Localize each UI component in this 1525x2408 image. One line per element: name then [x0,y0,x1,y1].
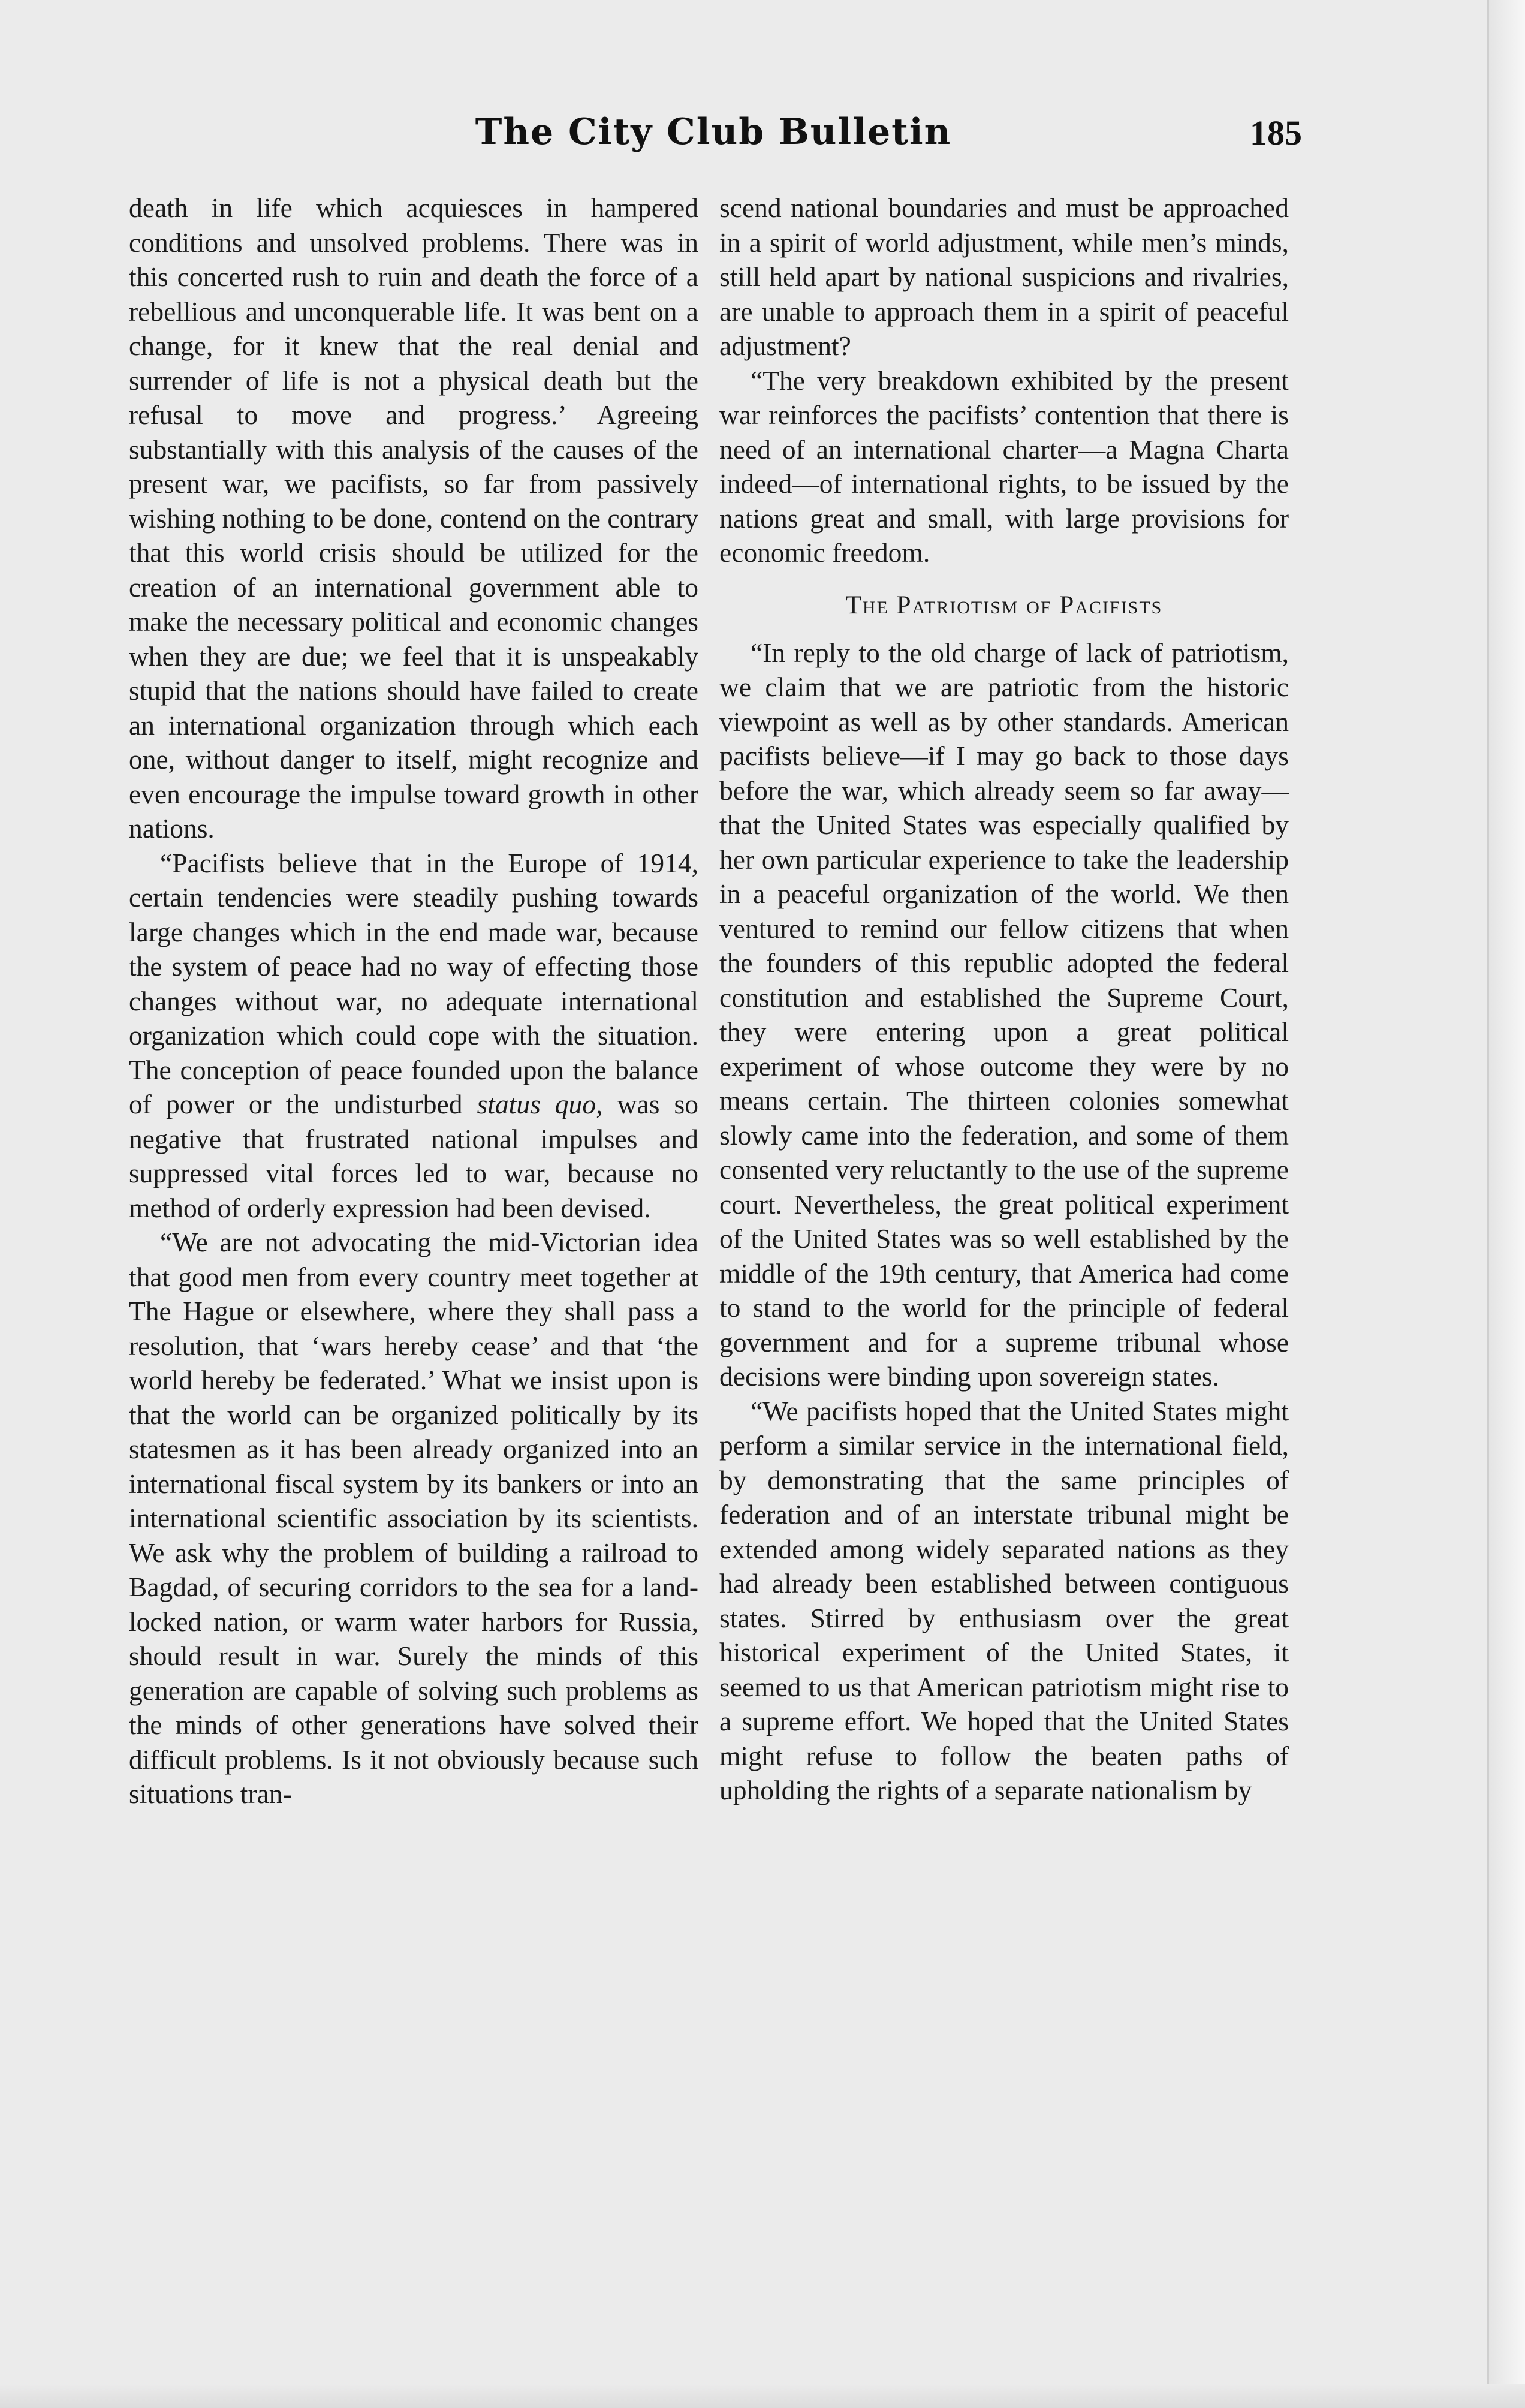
page-number: 185 [1250,113,1302,152]
paragraph: “We pacifists hoped that the United States might perform a similar service in the international field, by demonstrating that the same principles of federation and of an interstate tribunal might be extended among widely separated nations as they had already been established between contiguous states. Stirred by enthusiasm over the great historical experiment of the United States, it seemed to us that American patriotism might rise to a supreme effort. We hoped that the United States might refuse to follow the beaten paths of upholding the rights of a separate nationalism by [719,1395,1289,1805]
italic-term: status quo [477,1089,596,1119]
left-column [129,191,698,1811]
paragraph: “We are not advocating the mid-Victorian idea that good men from every country meet together at The Hague or elsewhere, where they shall pass a resolution, that ‘wars hereby cease’ and that ‘the world hereby be federated.’ What we insist upon is that the world can be organized politically by its statesmen as it has been already organized into an international fiscal system by its bankers or into an international scientific association by its scientists. We ask why the problem of building a railroad to Bagdad, of securing corridors to the sea for a land-locked nation, or warm water harbors for Russia, should result in war. Surely the minds of this generation are capable of solving such problems as the minds of other generations have solved their difficult problems. Is it not obviously because such situations tran- [129,1227,698,1809]
paragraph: “In reply to the old charge of lack of patriotism, we claim that we are patriotic from the historic viewpoint as well as by other standards. American pacifists believe—if I may go back to those days before the war, which already seem so far away—that the United States was especially qualified by her own particular experience to take the leadership in a peaceful organization of the world. We then ventured to remind our fellow citizens that when the founders of this republic adopted the federal constitution and established the Supreme Court, they were entering upon a great political experiment of whose outcome they were by no means certain. The thirteen colonies somewhat slowly came into the federation, and some of them consented very reluctantly to the use of the supreme court. Nevertheless, the great political experiment of the United States was so well established by the middle of the 19th century, that America had come to stand to the world for the principle of federal government and for a supreme tribunal whose decisions were binding upon sovereign states. [719,637,1289,1392]
page-edge-shadow [1487,0,1525,2408]
paragraph: “The very breakdown exhibited by the present war reinforces the pacifists’ contention that there is need of an international charter—a Magna Charta indeed—of international rights, to be issued by the nations great and small, with large provisions for economic freedom. [719,365,1289,568]
paragraph: scend national boundaries and must be approached in a spirit of world adjustment, while men’s minds, still held apart by national suspicions and rivalries, are unable to approach them in a spirit of peaceful adjustment? [719,192,1289,361]
right-column [719,191,1289,1808]
paragraph [129,846,698,1226]
paragraph: death in life which acquiesces in hampered conditions and unsolved problems. There was in this concerted rush to ruin and death the force of a rebellious and unconquerable life. It was bent on a change, for it knew that the real denial and surrender of life is not a physical death but the refusal to move and progress.’ Agreeing substantially with this analysis of the causes of the present war, we pacifists, so far from passively wishing nothing to be done, contend on the contrary that this world crisis should be utilized for the creation of an international government able to make the necessary political and economic changes when they are due; we feel that it is unspeakably stupid that the nations should have failed to create an international organization through which each one, without danger to itself, might recognize and even encourage the impulse toward growth in other nations. [129,192,698,844]
page-bottom-shadow [0,2384,1525,2408]
paragraph-text: , was so negative that frustrated national impulses and suppressed vital forces led to war, because no method of orderly expression had been devised. [129,1089,699,1223]
publication-title: The City Club Bulletin [475,111,952,153]
paragraph-text: “Pacifists believe that in the Europe of 1914, certain tendencies were steadily pushing towards large changes which in the end made war, because the system of peace had no way of effecting those changes without war, no adequate international organization which could cope with the situation. The conception of peace founded upon the balance of power or the undisturbed [129,847,698,1119]
section-heading: The Patriotism of Pacifists [845,591,1163,619]
